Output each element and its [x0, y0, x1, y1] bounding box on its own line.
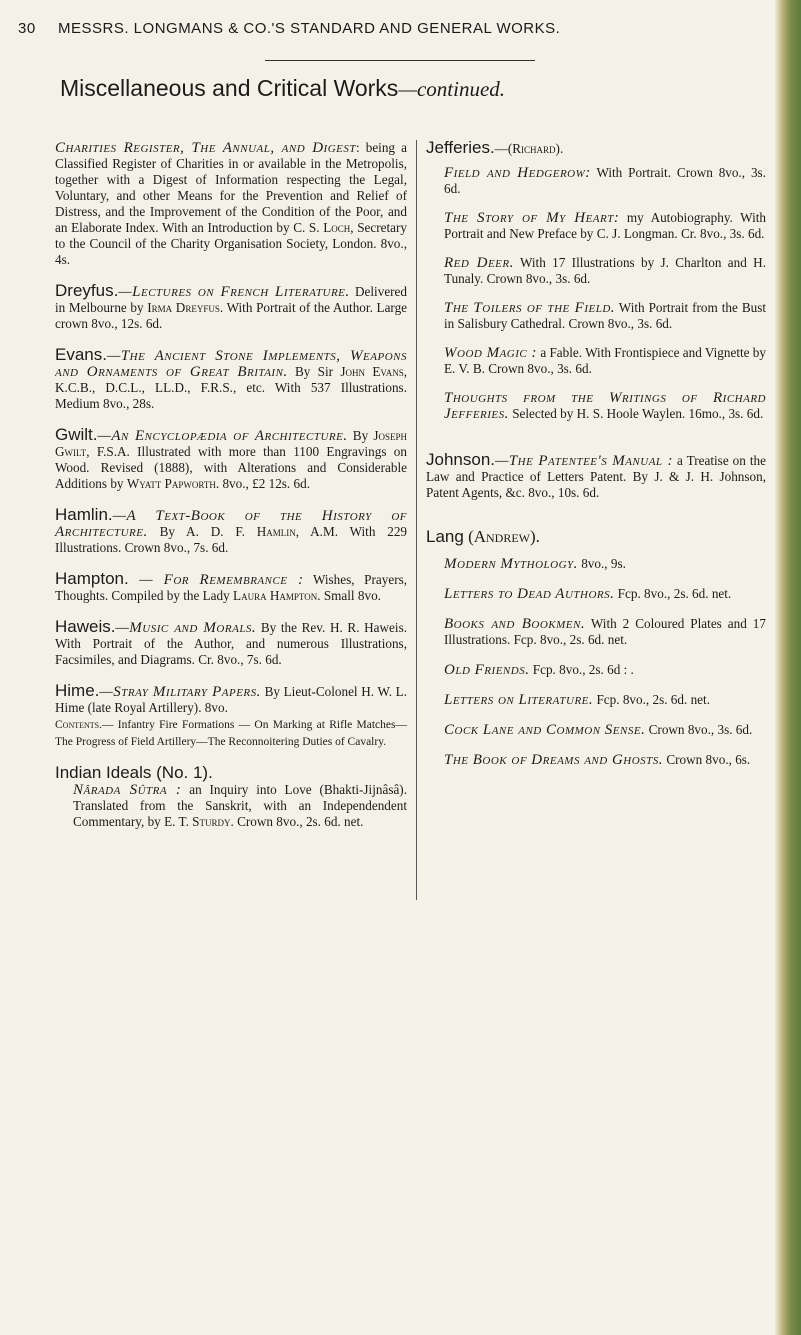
entry-gwilt: Gwilt.—An Encyclopædia of Architecture. By Joseph Gwilt, F.S.A. Illustrated with more than 1100 Engravings on Wood. Revised (1888), with Alterations and Considerable Additions by Wyatt Papworth. 8vo., £2 12s. 6d.	[55, 425, 407, 491]
entry-haweis: Haweis.—Music and Morals. By the Rev. H. R. Haweis. With Portrait of the Author, and numerous Illustrations, Facsimiles, and Diagrams. Cr. 8vo., 7s. 6d.	[55, 617, 407, 667]
entry-johnson: Johnson.—The Patentee's Manual : a Treatise on the Law and Practice of Letters Patent. By J. & J. H. Johnson, Patent Agents, &c. 8vo., 10s. 6d.	[426, 450, 767, 500]
column-divider	[416, 140, 417, 900]
list-item: Books and Bookmen. With 2 Coloured Plates and 17 Illustrations. Fcp. 8vo., 2s. 6d. net.	[444, 616, 766, 647]
entry-dreyfus: Dreyfus.—Lectures on French Literature. Delivered in Melbourne by Irma Dreyfus. With Portrait of the Author. Large crown 8vo., 12s. 6d.	[55, 281, 408, 331]
entry-evans: Evans.—The Ancient Stone Implements, Weapons and Ornaments of Great Britain. By Sir John Evans, K.C.B., D.C.L., LL.D., F.R.S., etc. With 537 Illustrations. Medium 8vo., 28s.	[55, 345, 408, 411]
running-title: MESSRS. LONGMANS & CO.'S STANDARD AND GENERAL WORKS.	[58, 20, 561, 37]
page-number: 30	[18, 20, 36, 37]
list-item: The Story of My Heart: my Autobiography. With Portrait and New Preface by C. J. Longman. Cr. 8vo., 3s. 6d.	[444, 210, 766, 241]
left-column	[55, 140, 407, 830]
list-item: Wood Magic : a Fable. With Frontispiece and Vignette by E. V. B. Crown 8vo., 3s. 6d.	[444, 345, 766, 376]
list-item: The Toilers of the Field. With Portrait from the Bust in Salisbury Cathedral. Crown 8vo., 3s. 6d.	[444, 300, 767, 331]
list-item: Letters on Literature. Fcp. 8vo., 2s. 6d. net.	[444, 692, 710, 708]
section-title	[60, 75, 760, 102]
list-item: Old Friends. Fcp. 8vo., 2s. 6d : .	[444, 662, 634, 678]
entry-jefferies: Jefferies.—(Richard).	[426, 138, 564, 157]
entry-lang: Lang (Andrew).	[426, 527, 540, 546]
list-item: The Book of Dreams and Ghosts. Crown 8vo., 6s.	[444, 752, 751, 768]
section-continued: —continued.	[398, 77, 506, 101]
list-item: Cock Lane and Common Sense. Crown 8vo., 3s. 6d.	[444, 722, 753, 738]
entry-indian-ideals: Indian Ideals (No. 1). Nârada Sûtra : an Inquiry into Love (Bhakti-Jijnâsâ). Translated from the Sanskrit, with an Independendent Commentary, by E. T. Sturdy. Crown 8vo., 2s. 6d. net.	[55, 763, 407, 829]
section-title-text: Miscellaneous and Critical Works	[60, 75, 399, 101]
entry-hime: Hime.—Stray Military Papers. By Lieut-Colonel H. W. L. Hime (late Royal Artillery). 8vo. Contents.— Infantry Fire Formations — On Marking at Rifle Matches—The Progress of Field Artillery—The Reconnoitering Duties of Cavalry.	[55, 681, 407, 748]
header-rule	[265, 60, 535, 61]
list-item: Thoughts from the Writings of Richard Jefferies. Selected by H. S. Hoole Waylen. 16mo., 3s. 6d.	[444, 390, 766, 422]
entry-hampton: Hampton. — For Remembrance : Wishes, Prayers, Thoughts. Compiled by the Lady Laura Hampton. Small 8vo.	[55, 569, 408, 603]
entry-hamlin: Hamlin.—A Text-Book of the History of Architecture. By A. D. F. Hamlin, A.M. With 229 Illustrations. Crown 8vo., 7s. 6d.	[55, 505, 408, 555]
list-item: Red Deer. With 17 Illustrations by J. Charlton and H. Tunaly. Crown 8vo., 3s. 6d.	[444, 255, 766, 286]
lang-items	[426, 556, 766, 768]
running-header	[18, 20, 758, 37]
list-item: Letters to Dead Authors. Fcp. 8vo., 2s. 6d. net.	[444, 586, 732, 602]
entry-charities: Charities Register, The Annual, and Digest: being a Classified Register of Charities in or available in the Metropolis, together with a Digest of Information respecting the Legal, Voluntary, and other Means for the Prevention and Relief of Distress, and the Improvement of the Condition of the Poor, and an Elaborate Index. With an Introduction by C. S. Loch, Secretary to the Council of the Charity Organisation Society, London. 8vo., 4s.	[55, 140, 407, 267]
right-column	[426, 140, 766, 768]
jefferies-items	[426, 165, 766, 422]
page-edge-decoration	[775, 0, 801, 1335]
list-item: Field and Hedgerow: With Portrait. Crown 8vo., 3s. 6d.	[444, 165, 766, 196]
list-item: Modern Mythology. 8vo., 9s.	[444, 556, 626, 572]
